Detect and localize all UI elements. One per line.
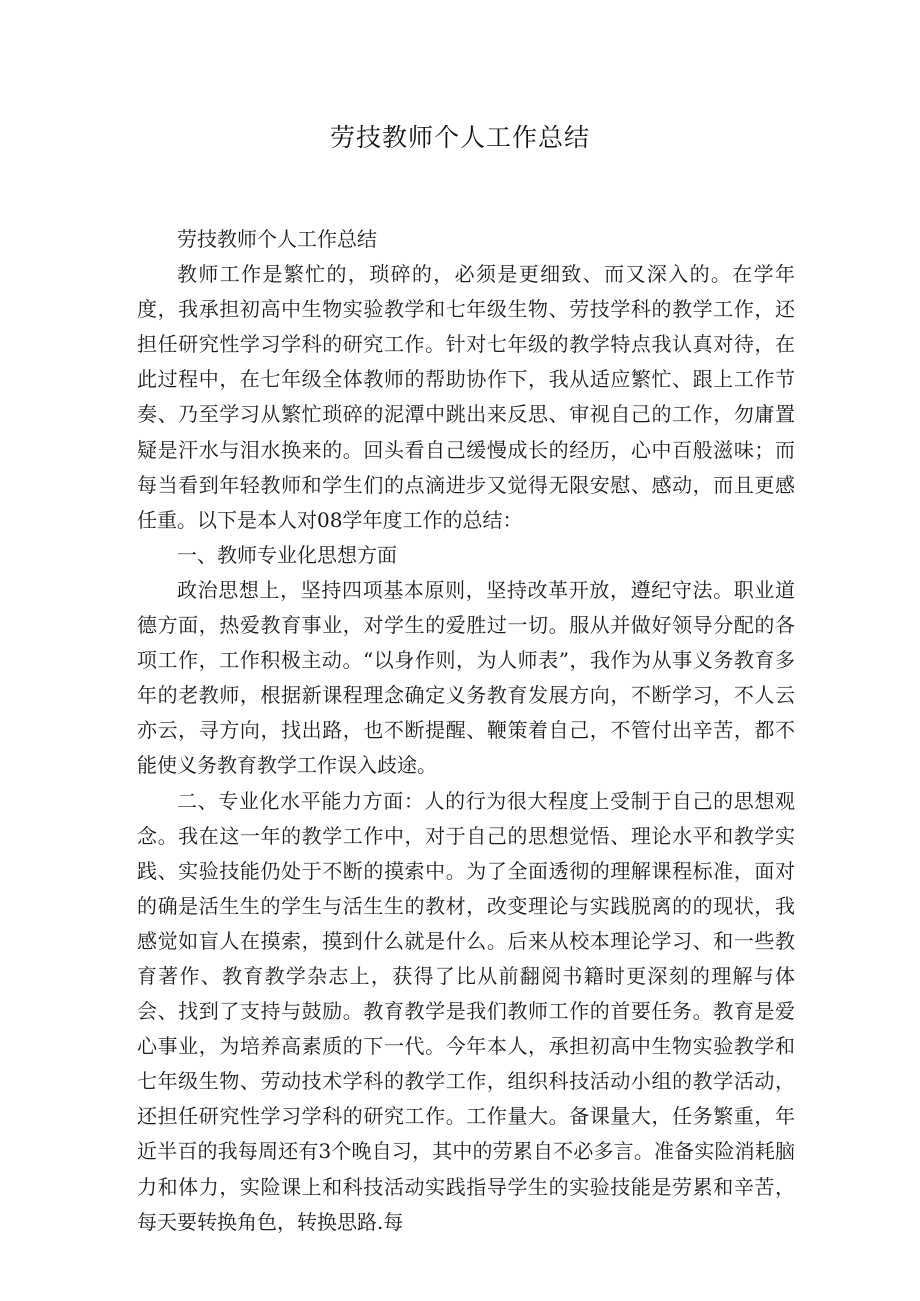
intro-paragraph: 教师工作是繁忙的，琐碎的，必须是更细致、而又深入的。在学年度，我承担初高中生物实验教学和七年级生物、劳技学科的教学工作，还担任研究性学习学科的研究工作。针对七年级的教学特点我认真对待，在此过程中，在七年级全体教师的帮助协作下，我从适应繁忙、跟上工作节奏、乃至学习从繁忙琐碎的泥潭中跳出来反思、审视自己的工作，勿庸置疑是汗水与泪水换来的。回头看自己缓慢成长的经历，心中百般滋味；而每当看到年轻教师和学生们的点滴进步又觉得无限安慰、感动，而且更感任重。以下是本人对08学年度工作的总结： — [137, 262, 795, 532]
section-1-paragraph: 政治思想上，坚持四项基本原则，坚持改革开放，遵纪守法。职业道德方面，热爱教育事业，对学生的爱胜过一切。服从并做好领导分配的各项工作，工作积极主动。“以身作则，为人师表”，我作为从事义务教育多年的老教师，根据新课程理念确定义务教育发展方向，不断学习，不人云亦云，寻方向，找出路，也不断提醒、鞭策着自己，不管付出辛苦，都不能使义务教育教学工作误入歧途。 — [137, 577, 795, 778]
document-title: 劳技教师个人工作总结 — [329, 123, 590, 152]
section-2-paragraph: 二、专业化水平能力方面：人的行为很大程度上受制于自己的思想观念。我在这一年的教学工作中，对于自己的思想觉悟、理论水平和教学实践、实验技能仍处于不断的摸索中。为了全面透彻的理解课程标准，面对的确是活生生的学生与活生生的教材，改变理论与实践脱离的的现状，我感觉如盲人在摸索，摸到什么就是什么。后来从校本理论学习、和一些教育著作、教育教学杂志上，获得了比从前翻阅书籍时更深刻的理解与体会、找到了支持与鼓励。教育教学是我们教师工作的首要任务。教育是爱心事业，为培养高素质的下一代。今年本人，承担初高中生物实验教学和七年级生物、劳动技术学科的教学工作，组织科技活动小组的教学活动，还担任研究性学习学科的研究工作。工作量大。备课量大，任务繁重，年近半百的我每周还有3个晚自习，其中的劳累自不必多言。准备实险消耗脑力和体力，实险课上和科技活动实践指导学生的实验技能是劳累和辛苦，每天要转换角色，转换思路.每 — [137, 788, 795, 1234]
section-heading-1: 一、教师专业化思想方面 — [177, 542, 397, 567]
subtitle-paragraph: 劳技教师个人工作总结 — [177, 227, 377, 251]
document-body — [137, 222, 795, 1240]
